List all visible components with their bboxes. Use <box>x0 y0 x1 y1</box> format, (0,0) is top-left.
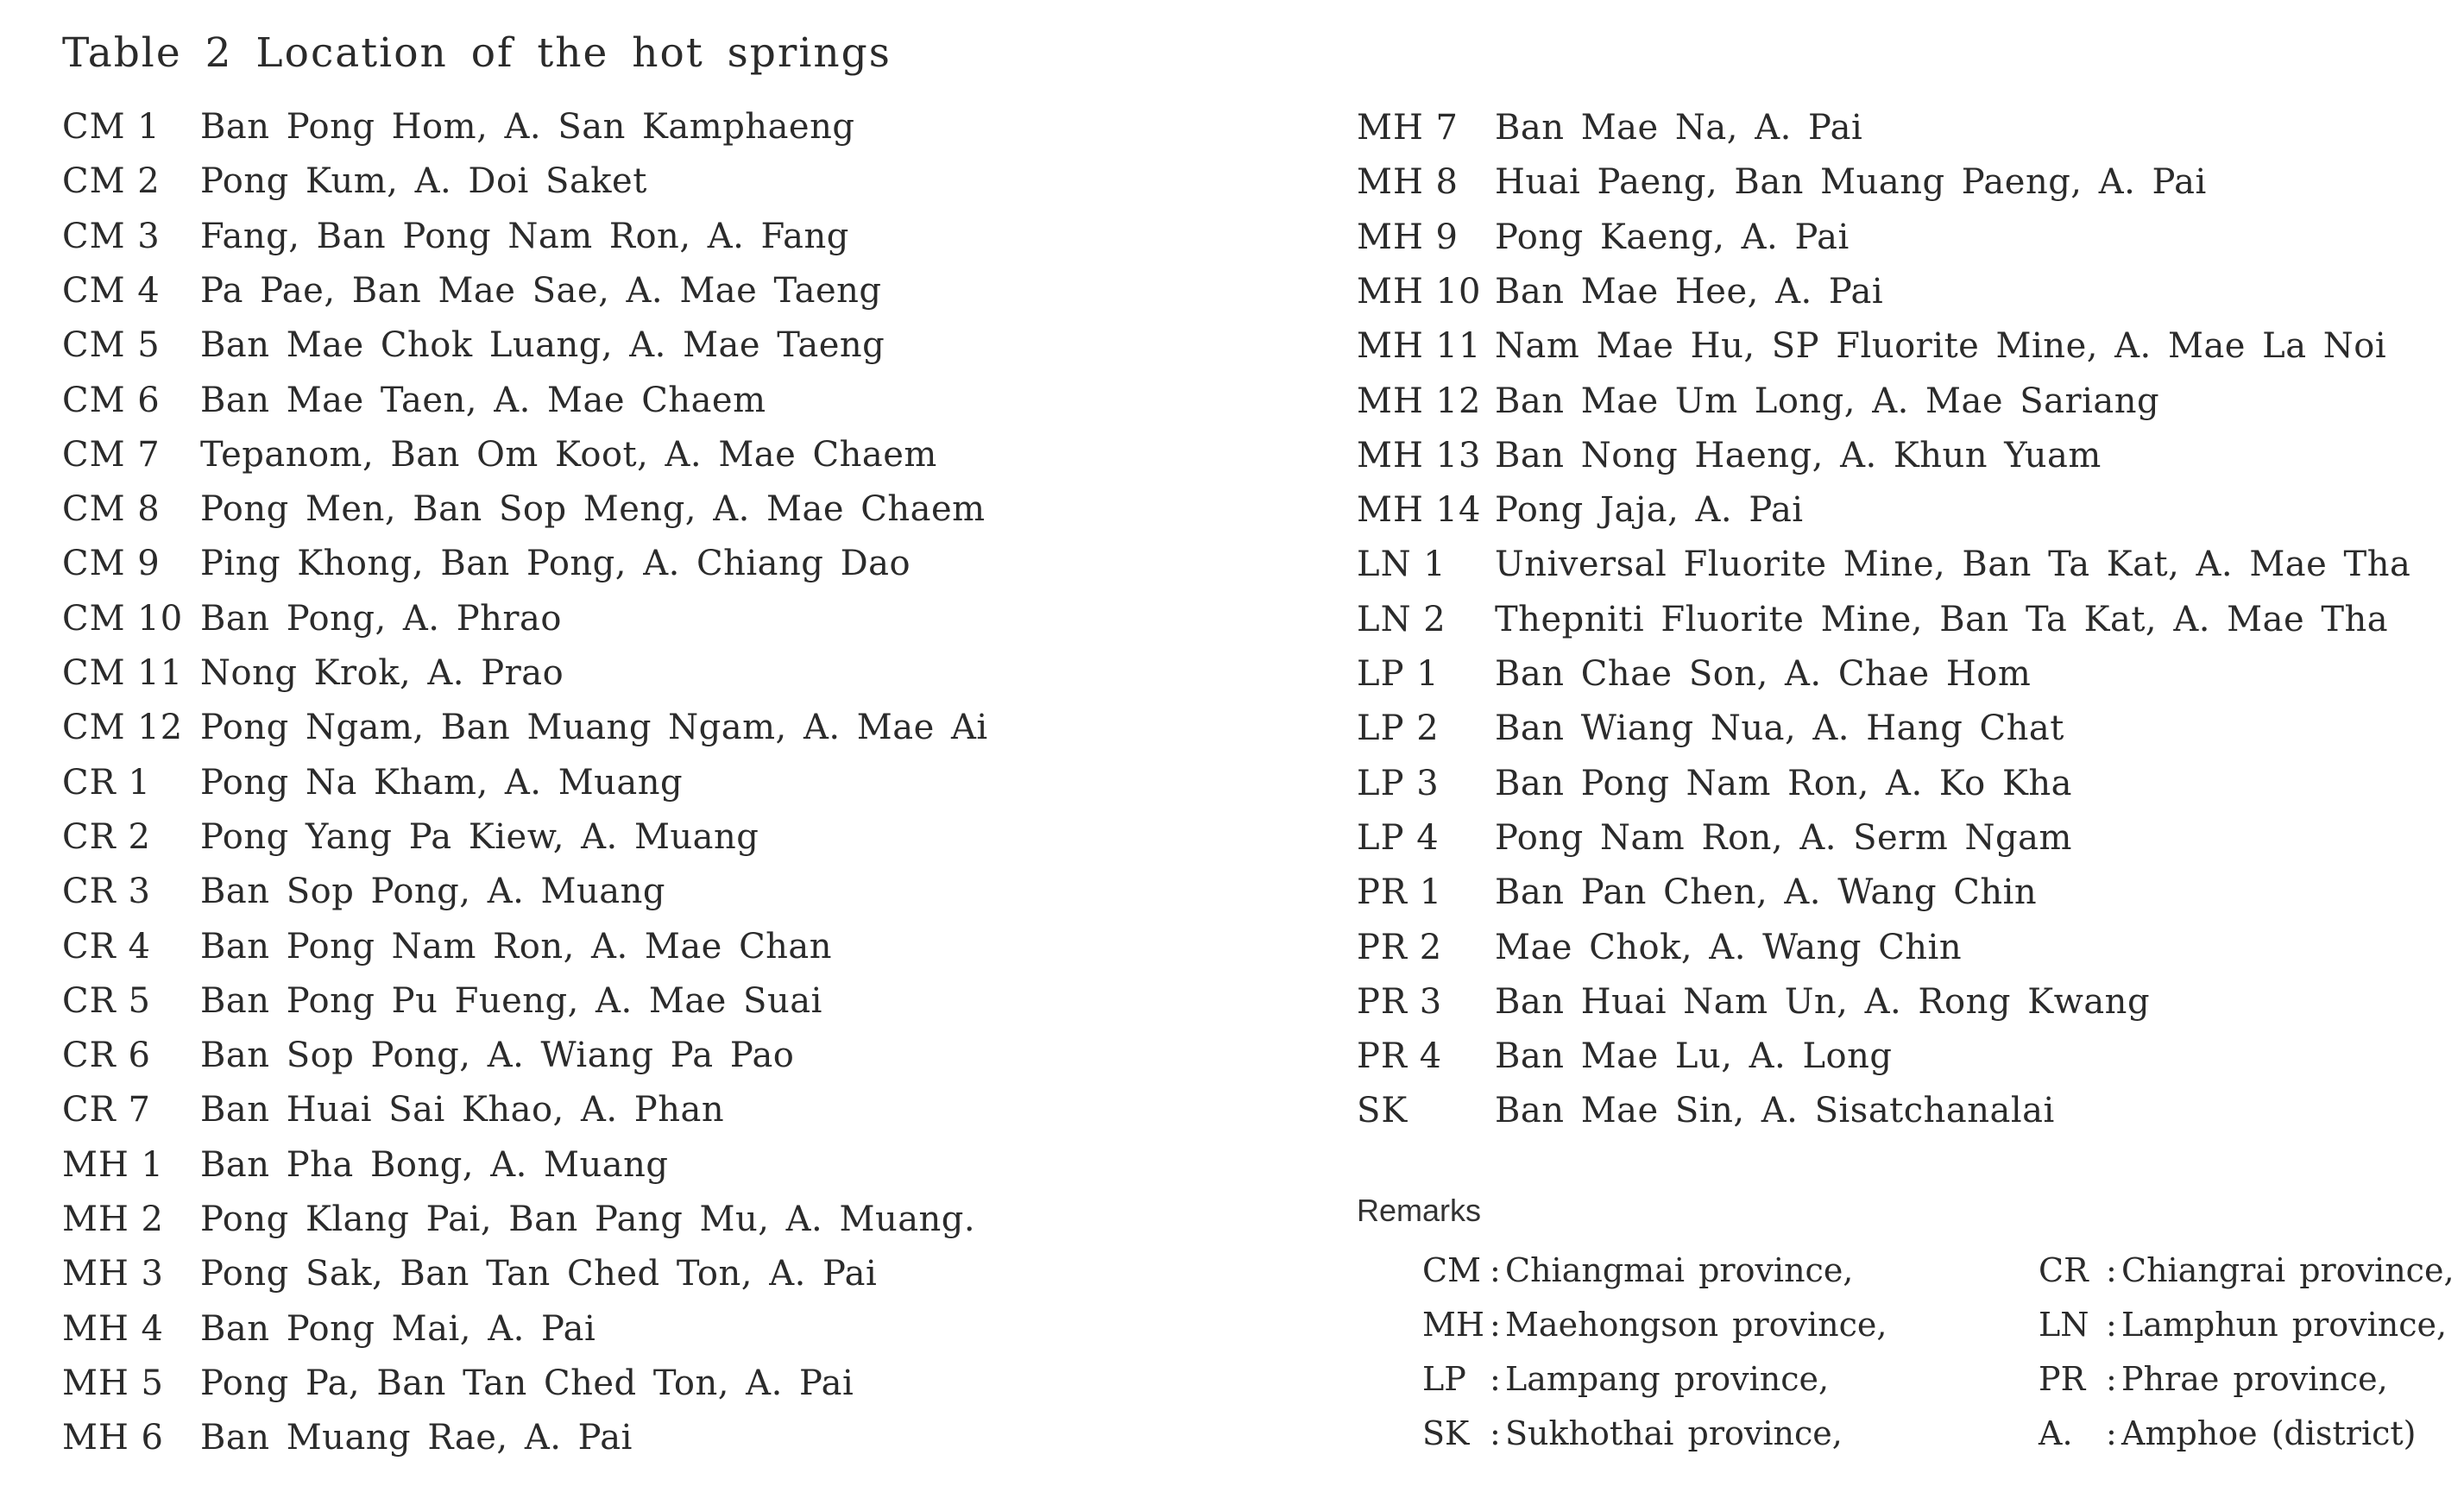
remark-separator: : <box>2106 1414 2117 1452</box>
spring-code: CR 5 <box>62 980 151 1021</box>
spring-location: Ban Pong Pu Fueng, A. Mae Suai <box>200 980 822 1021</box>
spring-code: MH 9 <box>1357 217 1459 257</box>
spring-code: MH 7 <box>1357 108 1459 148</box>
spring-location: Ban Pong, A. Phrao <box>200 598 562 639</box>
spring-location: Pong Sak, Ban Tan Ched Ton, A. Pai <box>200 1254 878 1294</box>
remark-text: Amphoe (district) <box>2121 1414 2417 1452</box>
remark-text: Phrae province, <box>2121 1360 2388 1398</box>
spring-code: MH 14 <box>1357 490 1482 531</box>
spring-location: Pong Pa, Ban Tan Ched Ton, A. Pai <box>200 1363 854 1403</box>
spring-location: Universal Fluorite Mine, Ban Ta Kat, A. Mae Tha <box>1495 545 2411 585</box>
remark-code: CR <box>2039 1251 2089 1289</box>
spring-code: CR 6 <box>62 1036 151 1076</box>
spring-location: Ban Chae Son, A. Chae Hom <box>1495 654 2032 694</box>
spring-code: MH 13 <box>1357 435 1482 475</box>
spring-code: MH 1 <box>62 1144 165 1185</box>
remark-text: Maehongson province, <box>1505 1306 1887 1344</box>
spring-location: Nam Mae Hu, SP Fluorite Mine, A. Mae La Noi <box>1495 326 2387 367</box>
spring-location: Nong Krok, A. Prao <box>200 653 564 693</box>
spring-code: CR 3 <box>62 872 151 912</box>
spring-location: Fang, Ban Pong Nam Ron, A. Fang <box>200 216 849 256</box>
remark-separator: : <box>2106 1306 2117 1344</box>
spring-location: Ban Muang Rae, A. Pai <box>200 1418 633 1458</box>
spring-location: Pong Na Kham, A. Muang <box>200 762 684 803</box>
remark-code: MH <box>1422 1306 1485 1344</box>
remark-text: Lampang province, <box>1505 1360 1830 1398</box>
remark-code: SK <box>1422 1414 1470 1452</box>
table-title: Table 2 Location of the hot springs <box>62 29 892 77</box>
remark-text: Chiangmai province, <box>1505 1251 1854 1289</box>
spring-location: Pong Nam Ron, A. Serm Ngam <box>1495 817 2072 858</box>
remark-text: Chiangrai province, <box>2121 1251 2455 1289</box>
spring-location: Ban Mae Chok Luang, A. Mae Taeng <box>200 325 885 366</box>
spring-code: LP 1 <box>1357 654 1440 694</box>
spring-code: LP 4 <box>1357 817 1440 858</box>
spring-location: Ban Pong Nam Ron, A. Ko Kha <box>1495 763 2072 803</box>
spring-code: PR 4 <box>1357 1036 1443 1077</box>
spring-code: MH 3 <box>62 1254 165 1294</box>
spring-code: CM 9 <box>62 544 161 584</box>
spring-code: CR 2 <box>62 816 151 857</box>
spring-location: Pa Pae, Ban Mae Sae, A. Mae Taeng <box>200 270 882 311</box>
spring-location: Pong Kum, A. Doi Saket <box>200 161 647 202</box>
remark-separator: : <box>1490 1306 1501 1344</box>
remark-text: Sukhothai province, <box>1505 1414 1843 1452</box>
spring-code: LP 3 <box>1357 763 1440 803</box>
remark-text: Lamphun province, <box>2121 1306 2448 1344</box>
spring-location: Ban Mae Taen, A. Mae Chaem <box>200 380 766 420</box>
spring-location: Ban Wiang Nua, A. Hang Chat <box>1495 708 2064 749</box>
spring-code: MH 8 <box>1357 162 1459 203</box>
spring-code: CM 11 <box>62 653 184 693</box>
spring-code: SK <box>1357 1091 1408 1131</box>
spring-location: Pong Yang Pa Kiew, A. Muang <box>200 816 759 857</box>
spring-location: Ban Sop Pong, A. Wiang Pa Pao <box>200 1036 795 1076</box>
spring-code: CM 8 <box>62 489 161 530</box>
spring-code: MH 5 <box>62 1363 165 1403</box>
spring-code: CR 7 <box>62 1090 151 1130</box>
spring-location: Pong Klang Pai, Ban Pang Mu, A. Muang. <box>200 1200 976 1239</box>
spring-code: MH 11 <box>1357 326 1482 367</box>
remark-code: LN <box>2039 1306 2089 1344</box>
spring-location: Ban Mae Um Long, A. Mae Sariang <box>1495 381 2160 421</box>
spring-location: Ban Mae Sin, A. Sisatchanalai <box>1495 1091 2055 1131</box>
spring-location: Ping Khong, Ban Pong, A. Chiang Dao <box>200 544 911 584</box>
remarks-title: Remarks <box>1357 1193 1482 1228</box>
spring-location: Ban Pong Nam Ron, A. Mae Chan <box>200 926 833 967</box>
spring-code: CM 12 <box>62 708 184 748</box>
spring-location: Ban Pan Chen, A. Wang Chin <box>1495 872 2038 913</box>
remark-code: LP <box>1422 1360 1466 1398</box>
spring-location: Ban Mae Hee, A. Pai <box>1495 271 1884 312</box>
spring-code: PR 2 <box>1357 927 1443 967</box>
spring-code: CM 3 <box>62 216 161 256</box>
remark-code: A. <box>2039 1414 2073 1452</box>
remark-separator: : <box>2106 1251 2117 1289</box>
spring-location: Ban Pha Bong, A. Muang <box>200 1144 669 1185</box>
remark-separator: : <box>2106 1360 2117 1398</box>
spring-code: CM 10 <box>62 598 184 639</box>
spring-location: Pong Kaeng, A. Pai <box>1495 217 1850 257</box>
spring-code: CR 4 <box>62 926 151 967</box>
remark-code: CM <box>1422 1251 1481 1289</box>
spring-code: MH 2 <box>62 1200 165 1239</box>
spring-code: PR 1 <box>1357 872 1443 913</box>
spring-location: Ban Huai Sai Khao, A. Phan <box>200 1090 725 1130</box>
spring-code: CM 4 <box>62 270 161 311</box>
spring-location: Ban Mae Lu, A. Long <box>1495 1036 1893 1077</box>
spring-location: Ban Mae Na, A. Pai <box>1495 108 1863 148</box>
spring-code: CM 2 <box>62 161 161 202</box>
spring-location: Pong Men, Ban Sop Meng, A. Mae Chaem <box>200 489 986 530</box>
remark-code: PR <box>2039 1360 2086 1398</box>
spring-location: Ban Nong Haeng, A. Khun Yuam <box>1495 435 2102 475</box>
spring-code: CM 7 <box>62 434 161 475</box>
spring-location: Huai Paeng, Ban Muang Paeng, A. Pai <box>1495 162 2207 203</box>
spring-code: MH 12 <box>1357 381 1482 421</box>
spring-code: LN 1 <box>1357 545 1446 585</box>
spring-code: CM 6 <box>62 380 161 420</box>
spring-location: Ban Huai Nam Un, A. Rong Kwang <box>1495 981 2151 1022</box>
spring-location: Ban Sop Pong, A. Muang <box>200 872 665 912</box>
spring-code: CR 1 <box>62 762 151 803</box>
spring-code: MH 6 <box>62 1418 165 1458</box>
spring-location: Tepanom, Ban Om Koot, A. Mae Chaem <box>200 434 937 475</box>
remark-separator: : <box>1490 1414 1501 1452</box>
spring-code: PR 3 <box>1357 981 1443 1022</box>
spring-location: Mae Chok, A. Wang Chin <box>1495 927 1963 967</box>
spring-location: Pong Jaja, A. Pai <box>1495 490 1804 531</box>
spring-location: Ban Pong Hom, A. San Kamphaeng <box>200 107 855 147</box>
spring-code: MH 10 <box>1357 271 1482 312</box>
spring-code: LP 2 <box>1357 708 1440 749</box>
spring-code: LN 2 <box>1357 599 1446 639</box>
spring-code: MH 4 <box>62 1308 165 1349</box>
remark-separator: : <box>1490 1360 1501 1398</box>
spring-code: CM 5 <box>62 325 161 366</box>
spring-location: Pong Ngam, Ban Muang Ngam, A. Mae Ai <box>200 708 988 748</box>
spring-location: Thepniti Fluorite Mine, Ban Ta Kat, A. Mae Tha <box>1495 599 2389 639</box>
spring-code: CM 1 <box>62 107 161 147</box>
remark-separator: : <box>1490 1251 1501 1289</box>
spring-location: Ban Pong Mai, A. Pai <box>200 1308 596 1349</box>
